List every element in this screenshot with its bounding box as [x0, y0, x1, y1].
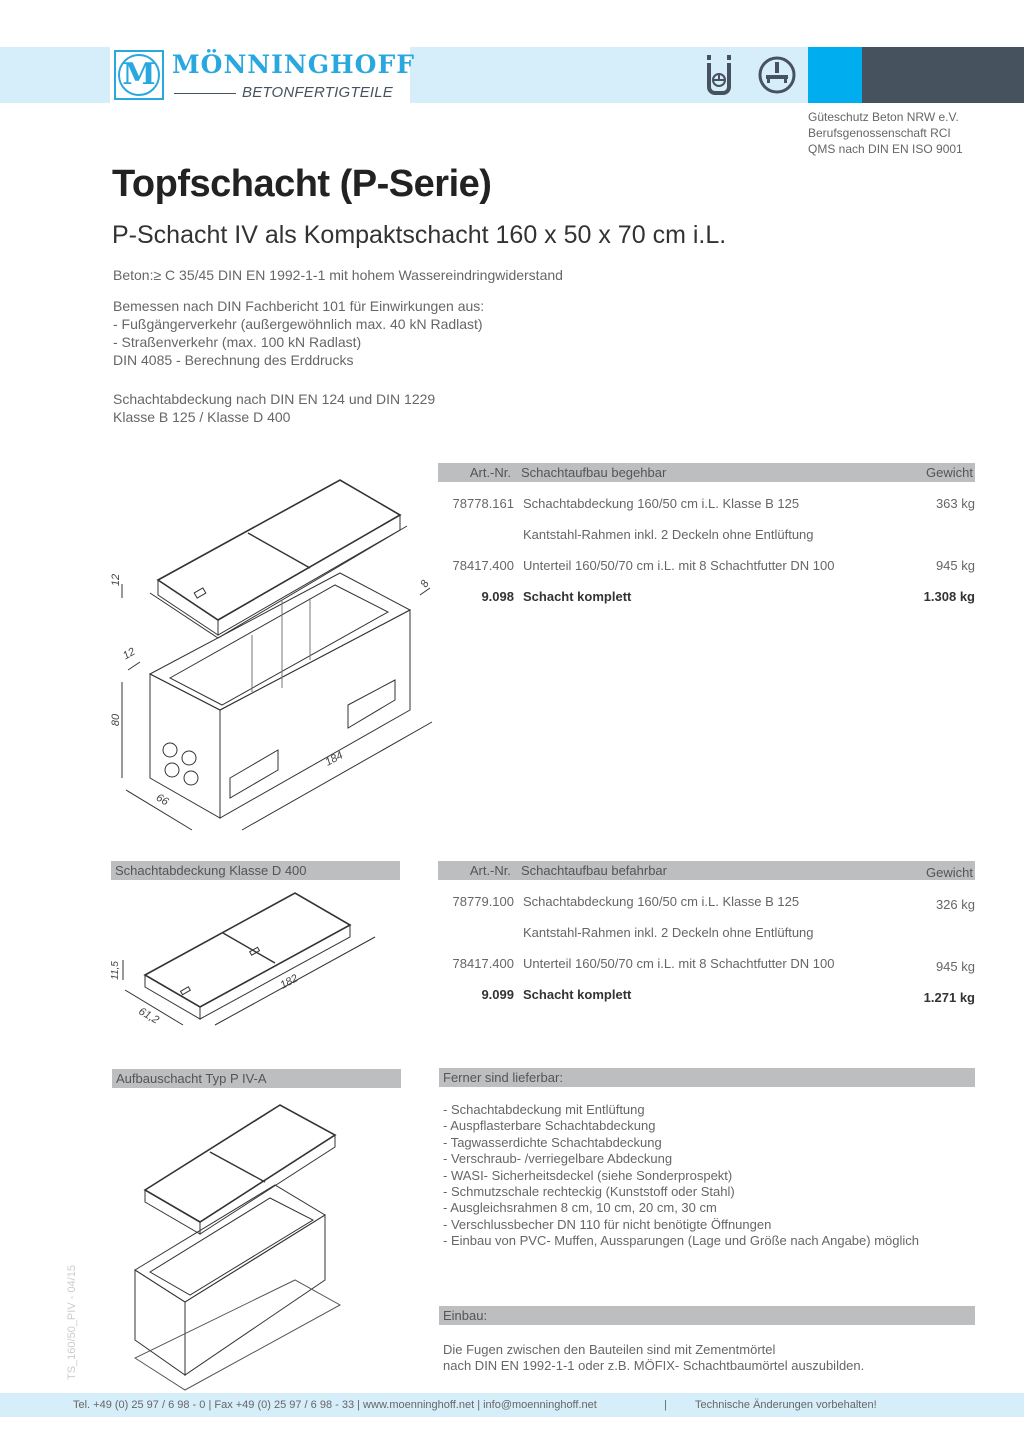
table-drivable: [438, 861, 975, 1007]
list-item: - WASI- Sicherheitsdeckel (siehe Sonderprospekt): [443, 1167, 733, 1183]
cover-line: Schachtabdeckung nach DIN EN 124 und DIN 1229: [113, 391, 436, 407]
header-dark-block: [862, 47, 1024, 103]
design-basis: [113, 297, 484, 369]
section-label: Schachtabdeckung Klasse D 400: [115, 863, 307, 878]
installation-line: nach DIN EN 1992-1-1 oder z.B. MÖFIX- Schachtbaumörtel auszubilden.: [443, 1358, 865, 1374]
page-subtitle: P-Schacht IV als Kompaktschacht 160 x 50 x 70 cm i.L.: [112, 221, 727, 249]
cover-divider: [248, 533, 310, 568]
side-opening: [348, 680, 395, 728]
side-opening: [230, 750, 278, 798]
footer-contact[interactable]: Tel. +49 (0) 25 97 / 6 98 - 0 | Fax +49 (0) 25 97 / 6 98 - 33 | www.moenninghoff.net | info@moenninghoff.net: [73, 1399, 597, 1411]
design-line: DIN 4085 - Berechnung des Erddrucks: [113, 352, 354, 368]
header-weight: Gewicht: [926, 465, 973, 480]
quality-seal-icon: [705, 55, 733, 95]
box-opening: [170, 585, 388, 705]
cell-art: 9.099: [481, 987, 514, 1002]
logo-rule: [174, 93, 236, 94]
section-cover-d400: [111, 861, 400, 880]
cell-art: 78417.400: [452, 956, 514, 971]
cell-desc: Kantstahl-Rahmen inkl. 2 Deckeln ohne Entlüftung: [523, 527, 814, 542]
cell-art: 9.098: [481, 589, 514, 604]
cell-weight: 945 kg: [935, 959, 975, 974]
design-line: - Fußgängerverkehr (außergewöhnlich max. 40 kN Radlast): [113, 316, 483, 332]
list-item: - Verschraub- /verriegelbare Abdeckung: [443, 1151, 673, 1167]
cover-divider: [210, 1152, 265, 1182]
cert-line: QMS nach DIN EN ISO 9001: [808, 142, 963, 156]
cell-weight: 1.308 kg: [923, 589, 975, 604]
load-test-icon: [757, 55, 797, 95]
cell-desc: Schacht komplett: [523, 589, 632, 604]
dim-line: [242, 722, 432, 830]
cover-handle: [194, 588, 206, 598]
table-row: [438, 558, 975, 578]
cell-desc: Kantstahl-Rahmen inkl. 2 Deckeln ohne Entlüftung: [523, 925, 814, 940]
logo-mark-icon: [114, 50, 164, 100]
table-row: [438, 956, 975, 976]
list-item: - Tagwasserdichte Schachtabdeckung: [443, 1134, 662, 1150]
box-long-face: [185, 1215, 325, 1375]
dim-height: 80: [110, 713, 123, 727]
header-art: Art.-Nr.: [469, 863, 511, 878]
table-row: [438, 496, 975, 516]
cover-long-side: [200, 925, 350, 1019]
cover-front-side: [158, 580, 218, 635]
cell-art: 78417.400: [452, 558, 514, 573]
cell-desc: Unterteil 160/50/70 cm i.L. mit 8 Schachtfutter DN 100: [523, 558, 835, 573]
section-installation: [439, 1306, 975, 1325]
table-header: [438, 861, 975, 880]
concrete-spec: Beton:≥ C 35/45 DIN EN 1992-1-1 mit hohem Wassereindringwiderstand: [113, 267, 563, 283]
footer: [0, 1393, 1024, 1417]
header-weight: Gewicht: [926, 865, 973, 880]
pipe-opening: [165, 763, 179, 777]
table-row: [438, 527, 975, 547]
cover-front-side: [145, 1190, 200, 1234]
section-label: Aufbauschacht Typ P IV-A: [116, 1071, 267, 1086]
cell-desc: Schachtabdeckung 160/50 cm i.L. Klasse B 125: [523, 894, 800, 909]
certifications: [808, 109, 963, 157]
list-item: - Schachtabdeckung mit Entlüftung: [443, 1102, 645, 1117]
logo-letter: M: [118, 54, 160, 96]
dim-height: 11,5: [109, 961, 121, 980]
cell-weight: 326 kg: [935, 897, 975, 912]
cover-flange: [150, 526, 407, 638]
pipe-opening: [184, 771, 198, 785]
list-item: - Einbau von PVC- Muffen, Aussparungen (Lage und Größe nach Angabe) möglich: [443, 1233, 919, 1249]
section-label: Ferner sind lieferbar:: [443, 1070, 563, 1085]
cell-weight: 363 kg: [935, 496, 975, 511]
page-title: Topfschacht (P-Serie): [112, 163, 492, 205]
dim-cover-height: 12: [110, 573, 123, 587]
cell-art: 78778.161: [452, 496, 514, 511]
table-header: [438, 463, 975, 482]
installation-text: [443, 1342, 864, 1375]
cell-desc: Schachtabdeckung 160/50 cm i.L. Klasse B 125: [523, 496, 800, 511]
cover-long-side: [218, 515, 400, 635]
table-row-total: [438, 589, 975, 609]
dim-top-wall: 12: [120, 645, 138, 663]
cell-weight: 945 kg: [935, 558, 975, 573]
list-item: - Auspflasterbare Schachtabdeckung: [443, 1118, 656, 1134]
dim-length: 182: [278, 972, 301, 992]
table-row-total: [438, 987, 975, 1007]
cover-line: Klasse B 125 / Klasse D 400: [113, 409, 291, 425]
header-accent-block: [808, 47, 862, 103]
table-walkable: [438, 463, 975, 609]
shaft-exploded-drawing: [100, 460, 440, 830]
design-line: Bemessen nach DIN Fachbericht 101 für Einwirkungen aus:: [113, 298, 485, 314]
box-top-outline: [150, 573, 410, 710]
cell-desc: Unterteil 160/50/70 cm i.L. mit 8 Schachtfutter DN 100: [523, 956, 835, 971]
cell-art: 78779.100: [452, 894, 514, 909]
cover-top-outline: [145, 893, 350, 1007]
dim-wall: 8: [418, 578, 432, 590]
header-desc: Schachtaufbau befahrbar: [521, 863, 667, 878]
dim-length: 184: [323, 749, 346, 769]
list-item: - Verschlussbecher DN 110 für nicht benötigte Öffnungen: [443, 1216, 772, 1232]
list-item: - Ausgleichsrahmen 8 cm, 10 cm, 20 cm, 30 cm: [443, 1200, 717, 1216]
pipe-opening: [182, 751, 196, 765]
dim-width: 66: [153, 791, 171, 809]
brand-name: MÖNNINGHOFF: [172, 50, 415, 79]
header-desc: Schachtaufbau begehbar: [521, 465, 667, 480]
section-p4a: [112, 1069, 401, 1088]
available-list: [443, 1102, 919, 1250]
dim-width: 61,2: [136, 1005, 161, 1027]
header-art: Art.-Nr.: [469, 465, 511, 480]
document-code: TS_160/50_PIV - 04/15: [66, 1265, 78, 1380]
list-item: - Schmutzschale rechteckig (Kunststoff oder Stahl): [443, 1184, 735, 1200]
section-label: Einbau:: [443, 1308, 488, 1323]
cover-handle: [181, 987, 191, 995]
table-row: [438, 925, 975, 945]
installation-line: Die Fugen zwischen den Bauteilen sind mit Zementmörtel: [443, 1342, 776, 1357]
cover-long-side: [200, 1135, 335, 1234]
brand-tagline: BETONFERTIGTEILE: [242, 84, 394, 101]
p4a-exploded-drawing: [125, 1090, 345, 1380]
design-line: - Straßenverkehr (max. 100 kN Radlast): [113, 334, 362, 350]
section-available: [439, 1068, 975, 1087]
pipe-opening: [163, 743, 177, 757]
cert-line: Berufsgenossenschaft RCI: [808, 126, 951, 140]
footer-separator: |: [664, 1399, 667, 1411]
cell-desc: Schacht komplett: [523, 987, 632, 1002]
dim-line: [128, 662, 140, 670]
cover-divider: [223, 933, 275, 963]
box-front-face: [135, 1270, 185, 1375]
cert-line: Güteschutz Beton NRW e.V.: [808, 110, 959, 124]
cover-spec: [113, 390, 435, 426]
base-plate: [135, 1280, 340, 1390]
table-row: [438, 894, 975, 914]
footer-note: Technische Änderungen vorbehalten!: [695, 1399, 877, 1411]
cell-weight: 1.271 kg: [923, 990, 975, 1005]
